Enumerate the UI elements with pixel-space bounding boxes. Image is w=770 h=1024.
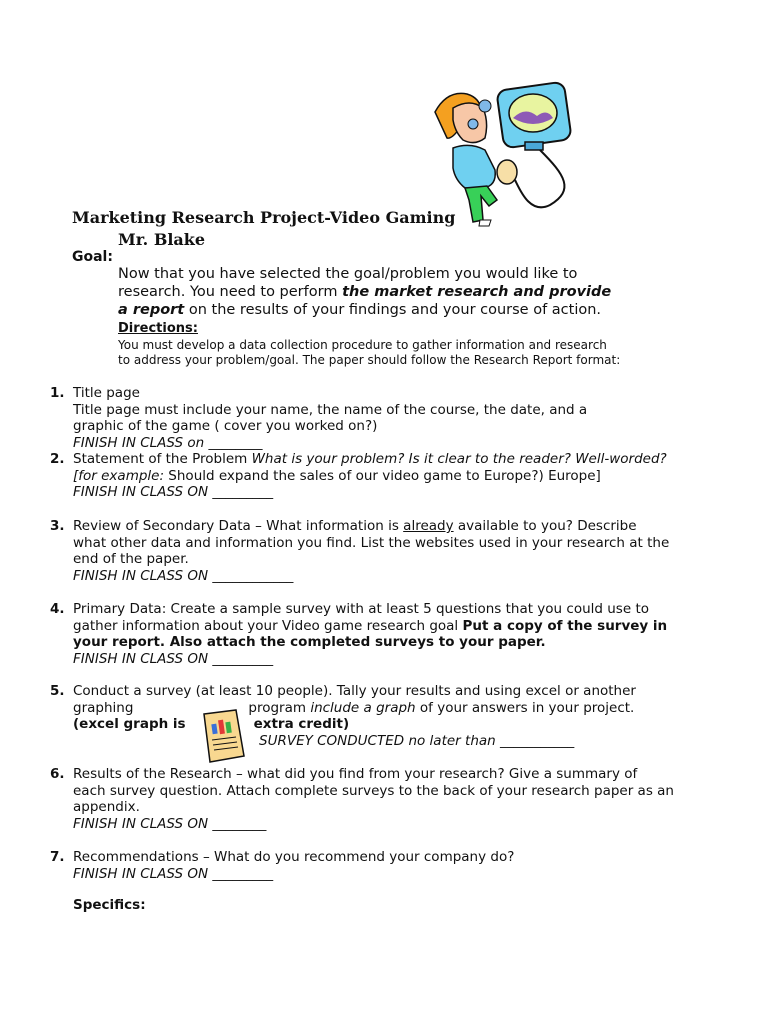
gamer-clipart — [425, 80, 580, 228]
list-item: 1. Title page Title page must include your name, the name of the course, the date, and a graphic of the game ( cover you worked on?) FINISH IN CLASS on ________ — [50, 385, 588, 451]
bar-chart-document-icon — [198, 708, 248, 764]
specifics-heading: Specifics: — [73, 897, 146, 913]
list-item: 6. Results of the Research – what did you find from your research? Give a summary of each survey question. Attach complete surveys to the back of your research paper as an appendix. FINISH IN CLASS ON ________ — [50, 766, 674, 832]
goal-label: Goal: — [72, 249, 113, 265]
directions-label: Directions: — [118, 321, 198, 336]
goal-text: Now that you have selected the goal/problem you would like to research. You need to perform the market research and provide a report on the results of your findings and your course of action. — [118, 266, 612, 318]
list-item: 7. Recommendations – What do you recommend your company do? FINISH IN CLASS ON _________ — [50, 849, 515, 882]
directions-text: You must develop a data collection procedure to gather information and research to address your problem/goal. The paper should follow the Research Report format: — [118, 338, 621, 367]
list-item: 2. Statement of the Problem What is your problem? Is it clear to the reader? Well-worded? [for example: Should expand the sales of our video game to Europe?) Europe] FINISH IN CLASS ON _________ — [50, 451, 667, 501]
list-item: 4. Primary Data: Create a sample survey with at least 5 questions that you could use to gather information about your Video game research goal Put a copy of the survey in your report. Also attach the completed surveys to your paper. FINISH IN CLASS ON _________ — [50, 601, 668, 667]
teacher-name: Mr. Blake — [118, 230, 206, 249]
list-item: 5. Conduct a survey (at least 10 people). Tally your results and using excel or another graphing program include a graph of your answers in your project. (excel graph is extra credit) SURVEY CONDUCTED no later than ___________ — [50, 683, 636, 749]
list-item: 3. Review of Secondary Data – What information is already available to you? Describe what other data and information you find. List the websites used in your research at the end of the paper. FINISH IN CLASS ON ____________ — [50, 518, 670, 584]
document-title: Marketing Research Project-Video Gaming — [72, 208, 456, 227]
